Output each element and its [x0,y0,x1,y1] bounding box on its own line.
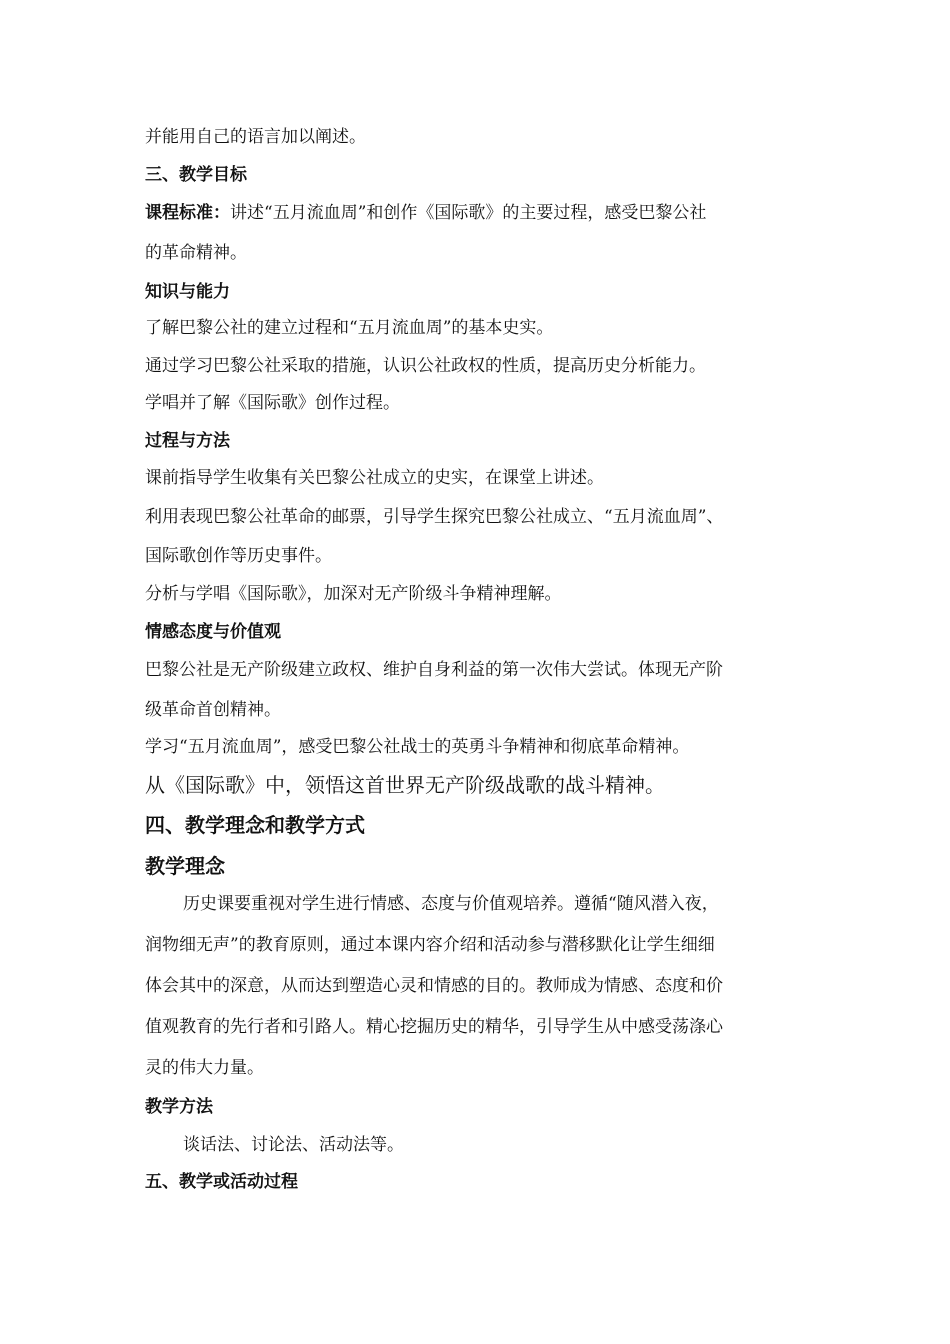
text-line: 通过学习巴黎公社采取的措施，认识公社政权的性质，提高历史分析能力。 [145,356,706,376]
subheading-emotion: 情感态度与价值观 [145,622,281,642]
text-line: 的革命精神。 [145,243,247,263]
text-line: 润物细无声”的教育原则，通过本课内容介绍和活动参与潜移默化让学生细细 [145,935,715,955]
text-line: 国际歌创作等历史事件。 [145,546,332,566]
text-line: 了解巴黎公社的建立过程和“五月流血周”的基本史实。 [145,318,554,338]
subheading-method: 教学方法 [145,1097,213,1117]
text-line: 值观教育的先行者和引路人。精心挖掘历史的精华，引导学生从中感受荡涤心 [145,1017,723,1037]
course-standard-text: 讲述“五月流血周”和创作《国际歌》的主要过程，感受巴黎公社 [230,203,707,223]
text-line: 并能用自己的语言加以阐述。 [145,127,366,147]
course-standard-label: 课程标准： [145,203,230,223]
subheading-process: 过程与方法 [145,431,230,451]
course-standard-line [145,202,706,224]
text-line: 历史课要重视对学生进行情感、态度与价值观培养。遵循“随风潜入夜， [183,894,719,914]
subheading-knowledge: 知识与能力 [145,282,230,302]
text-line: 谈话法、讨论法、活动法等。 [183,1135,404,1155]
text-line: 学唱并了解《国际歌》创作过程。 [145,393,400,413]
text-line: 体会其中的深意，从而达到塑造心灵和情感的目的。教师成为情感、态度和价 [145,976,723,996]
section-heading-4: 四、教学理念和教学方式 [145,813,365,837]
subheading-idea: 教学理念 [145,854,225,878]
text-line: 灵的伟大力量。 [145,1058,264,1078]
section-heading-3: 三、教学目标 [145,165,247,185]
text-line: 课前指导学生收集有关巴黎公社成立的史实，在课堂上讲述。 [145,468,604,488]
text-line: 利用表现巴黎公社革命的邮票，引导学生探究巴黎公社成立、“五月流血周”、 [145,507,724,527]
text-line: 分析与学唱《国际歌》，加深对无产阶级斗争精神理解。 [145,584,562,604]
text-line: 巴黎公社是无产阶级建立政权、维护自身利益的第一次伟大尝试。体现无产阶 [145,660,723,680]
section-heading-5: 五、教学或活动过程 [145,1172,298,1192]
text-line: 学习“五月流血周”，感受巴黎公社战士的英勇斗争精神和彻底革命精神。 [145,737,690,757]
text-line: 从《国际歌》中，领悟这首世界无产阶级战歌的战斗精神。 [145,773,665,797]
text-line: 级革命首创精神。 [145,700,281,720]
